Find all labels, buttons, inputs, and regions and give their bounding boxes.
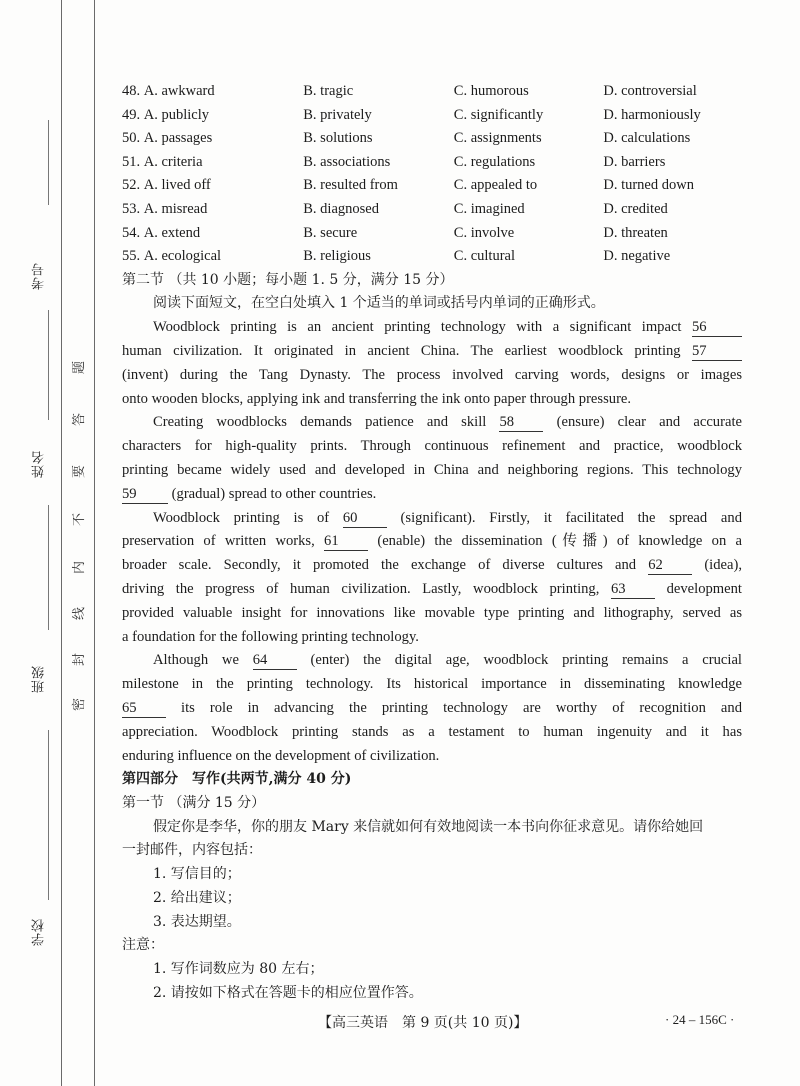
option-d: D. threaten — [603, 224, 668, 241]
blank-63[interactable]: 63 — [611, 580, 655, 599]
passage-text: Woodblock printing is of — [153, 509, 330, 526]
option-row-55 — [122, 245, 742, 269]
option-c: C. humorous — [453, 83, 529, 99]
prompt-item-3: 3. 表达期望。 — [153, 913, 241, 930]
writing-prompt-line-2: 一封邮件，内容包括： — [122, 842, 262, 859]
option-a: A. criteria — [143, 153, 203, 170]
seal-char: 线 — [72, 606, 88, 621]
page-info: 【高三英语 第 9 页(共 10 页)】 — [318, 1015, 528, 1031]
binding-line-outer — [94, 0, 95, 1086]
option-c: C. regulations — [453, 153, 536, 170]
option-d: D. negative — [603, 248, 671, 265]
passage-text: its role in advancing the printing technology are worthy of recognition and — [181, 699, 742, 716]
option-c: C. significantly — [453, 106, 544, 123]
blank-61[interactable]: 61 — [324, 532, 368, 551]
option-b: B. associations — [303, 153, 391, 170]
option-a: A. misread — [143, 200, 208, 217]
question-number: 48. — [122, 83, 141, 99]
blank-60[interactable]: 60 — [343, 509, 387, 528]
writing-prompt-line-1: 假定你是李华，你的朋友 Mary 来信就如何有效地阅读一本书向你征求意见。请你给她回 — [153, 818, 704, 835]
option-row-48 — [122, 80, 742, 104]
prompt-item-2: 2. 给出建议； — [153, 889, 241, 906]
seal-char: 封 — [72, 652, 88, 667]
school-line — [48, 730, 49, 900]
page-content — [122, 80, 742, 1005]
notes-label: 注意： — [122, 937, 164, 954]
option-b: B. resulted from — [303, 177, 398, 194]
seal-char: 题 — [72, 360, 88, 375]
option-b: B. secure — [303, 224, 358, 241]
passage-text: (ensure) clear and accurate — [556, 414, 742, 431]
option-row-49 — [122, 104, 742, 128]
seal-char: 内 — [72, 560, 88, 575]
passage-text: enduring influence on the development of civilization. — [122, 747, 440, 764]
passage-text: printing became widely used and developed in China and neighboring regions. This technology — [122, 461, 742, 478]
passage-text: driving the progress of human civilization. Lastly, woodblock printing, — [122, 580, 600, 597]
seal-char: 答 — [72, 412, 88, 427]
question-number: 51. — [122, 153, 141, 170]
option-a: A. extend — [143, 224, 201, 241]
passage-text: (invent) during the Tang Dynasty. The process involved carving words, designs or images — [122, 366, 742, 383]
blank-58[interactable]: 58 — [499, 413, 543, 432]
option-d: D. calculations — [603, 130, 691, 147]
passage-text: a foundation for the following printing technology. — [122, 628, 419, 645]
question-number: 55. — [122, 248, 141, 265]
blank-65[interactable]: 65 — [122, 699, 166, 718]
part4-section1-heading: 第一节 （满分 15 分） — [122, 795, 266, 811]
question-number: 49. — [122, 106, 141, 123]
question-number: 52. — [122, 177, 141, 194]
option-a: A. lived off — [143, 177, 211, 194]
option-a: A. ecological — [143, 248, 222, 265]
passage-text: (enable) the dissemination (传播) of knowledge on a — [377, 533, 742, 550]
binding-line-inner — [61, 0, 62, 1086]
blank-57[interactable]: 57 — [692, 342, 742, 361]
option-d: D. barriers — [603, 153, 666, 170]
option-row-52 — [122, 174, 742, 198]
part4-heading: 第四部分 写作(共两节,满分 40 分) — [122, 771, 352, 788]
passage-text: characters for high-quality prints. Through continuous refinement and practice, woodblock — [122, 438, 742, 455]
seal-char: 密 — [72, 697, 88, 712]
option-d: D. controversial — [603, 83, 697, 99]
option-b: B. solutions — [303, 130, 373, 147]
class-line — [48, 505, 49, 630]
option-b: B. religious — [303, 248, 371, 265]
label-name: 姓名 — [32, 450, 47, 478]
exam-code: · 24 – 156C · — [665, 1012, 735, 1027]
seal-char: 要 — [72, 464, 88, 479]
option-c: C. imagined — [453, 200, 525, 217]
blank-59[interactable]: 59 — [122, 485, 168, 504]
option-b: B. tragic — [303, 83, 354, 99]
option-c: C. cultural — [453, 248, 516, 265]
passage-text: human civilization. It originated in ancient China. The earliest woodblock printing — [122, 342, 681, 359]
passage-text: (significant). Firstly, it facilitated the spread and — [400, 509, 742, 526]
name-line — [48, 310, 49, 420]
prompt-item-1: 1. 写信目的； — [153, 866, 241, 883]
option-a: A. passages — [143, 130, 213, 147]
passage-paragraph-3 — [122, 507, 742, 650]
label-school: 学校 — [32, 918, 47, 946]
option-table — [122, 80, 742, 269]
blank-62[interactable]: 62 — [648, 556, 692, 575]
note-2: 2. 请按如下格式在答题卡的相应位置作答。 — [153, 984, 423, 1001]
passage-text: preservation of written works, — [122, 533, 315, 550]
blank-56[interactable]: 56 — [692, 318, 742, 337]
option-a: A. awkward — [143, 83, 215, 99]
blank-64[interactable]: 64 — [253, 651, 297, 670]
option-b: B. privately — [303, 106, 372, 123]
question-number: 53. — [122, 200, 141, 217]
passage-text: appreciation. Woodblock printing stands as a testament to human ingenuity and it has — [122, 723, 742, 740]
question-number: 50. — [122, 130, 141, 147]
passage-text: provided valuable insight for innovations like movable type printing and lithography, served as — [122, 604, 742, 621]
passage-text: Woodblock printing is an ancient printing technology with a significant impact — [153, 319, 682, 336]
label-exam-number: 考号 — [32, 262, 47, 290]
section2-instruction: 阅读下面短文，在空白处填入 1 个适当的单词或括号内单词的正确形式。 — [153, 295, 605, 312]
option-a: A. publicly — [143, 106, 209, 123]
option-d: D. credited — [603, 200, 668, 217]
passage-paragraph-1 — [122, 316, 742, 411]
passage-text: onto wooden blocks, applying ink and transferring the ink onto paper through pressure. — [122, 390, 632, 407]
label-class: 班级 — [32, 665, 47, 693]
seal-char: 不 — [72, 512, 88, 527]
option-c: C. involve — [453, 224, 515, 241]
passage-text: Creating woodblocks demands patience and skill — [153, 414, 487, 431]
option-row-50 — [122, 127, 742, 151]
passage-text: development — [666, 580, 742, 597]
passage-paragraph-4 — [122, 649, 742, 768]
passage-text: (gradual) spread to other countries. — [171, 485, 377, 502]
option-c: C. assignments — [453, 130, 542, 147]
passage-text: (idea), — [704, 557, 742, 574]
passage-text: (enter) the digital age, woodblock printing remains a crucial — [310, 652, 742, 669]
note-1: 1. 写作词数应为 80 左右； — [153, 960, 324, 977]
option-row-51 — [122, 151, 742, 175]
option-c: C. appealed to — [453, 177, 538, 194]
option-row-54 — [122, 222, 742, 246]
passage-paragraph-2 — [122, 411, 742, 506]
option-b: B. diagnosed — [303, 200, 379, 217]
passage-text: milestone in the printing technology. Its historical importance in disseminating knowledge — [122, 676, 742, 693]
option-d: D. harmoniously — [603, 106, 701, 123]
section2-heading: 第二节 （共 10 小题；每小题 1. 5 分，满分 15 分） — [122, 271, 454, 288]
passage-text: broader scale. Secondly, it promoted the exchange of diverse cultures and — [122, 557, 637, 574]
option-d: D. turned down — [603, 177, 694, 194]
kaohao-line — [48, 120, 49, 205]
option-row-53 — [122, 198, 742, 222]
question-number: 54. — [122, 224, 141, 241]
passage-text: Although we — [153, 652, 239, 669]
